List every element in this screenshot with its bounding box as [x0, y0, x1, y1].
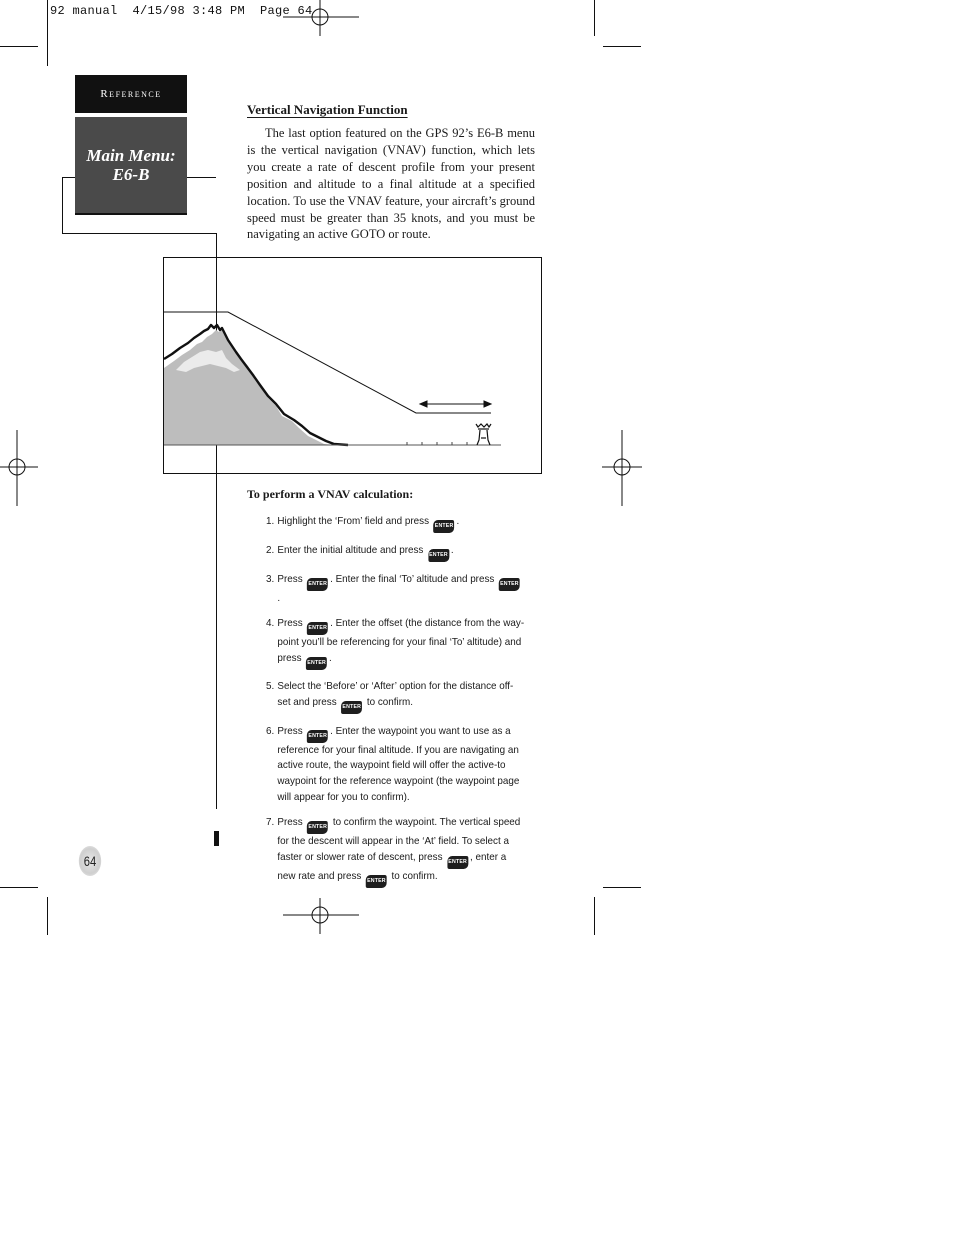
registration-mark-right — [600, 430, 642, 506]
enter-key-icon: ENTER — [366, 875, 387, 888]
enter-key-icon: ENTER — [428, 549, 449, 562]
intro-paragraph: The last option featured on the GPS 92’s E6-B menu is the vertical navigation (VNAV) function, which lets you create a rate of descent profile from your present position and altitude to a final altitude at a specified location. To use the VNAV feature, your aircraft’s ground speed must be greater than 35 knots, and you must be navigating an active GOTO or route. — [247, 126, 535, 242]
waypoint-tower-icon — [476, 424, 491, 445]
section-tab-reference: Reference — [75, 75, 187, 113]
list-item: 1. Highlight the ‘From’ field and press ENTER . — [266, 514, 524, 533]
vnav-profile-diagram — [164, 258, 541, 473]
registration-mark-top — [283, 0, 359, 40]
enter-key-icon: ENTER — [307, 578, 328, 591]
steps-title: To perform a VNAV calculation: — [247, 487, 414, 501]
enter-key-icon: ENTER — [447, 856, 468, 869]
list-item: 4. Press ENTER . Enter the offset (the distance from the way-point you’ll be referencing for your final ‘To’ altitude) and press ENTER . — [266, 616, 524, 670]
menu-title-line2: E6-B — [112, 165, 150, 184]
menu-title-line1: Main Menu: — [86, 146, 176, 165]
offset-arrow — [420, 401, 491, 407]
section-title: Vertical Navigation Function — [247, 102, 408, 117]
enter-key-icon: ENTER — [341, 701, 362, 714]
enter-key-icon: ENTER — [499, 578, 520, 591]
vnav-profile-figure — [163, 257, 542, 474]
enter-key-icon: ENTER — [306, 657, 327, 670]
print-slug: 92 manual 4/15/98 3:48 PM Page 64 — [50, 4, 313, 18]
registration-mark-left — [0, 430, 40, 506]
menu-title-tab — [75, 117, 187, 215]
registration-mark-bottom — [283, 898, 359, 938]
list-item: 5. Select the ‘Before’ or ‘After’ option for the distance off-set and press ENTER to confirm. — [266, 679, 524, 714]
steps-list — [266, 514, 524, 897]
enter-key-icon: ENTER — [307, 622, 328, 635]
list-item: 6. Press ENTER . Enter the waypoint you want to use as a reference for your final altitude. If you are navigating an active route, the waypoint field will offer the active-to waypoint for the reference waypoint (the waypoint page will appear for you to confirm). — [266, 725, 520, 803]
list-item: 7. Press ENTER to confirm the waypoint. The vertical speed for the descent will appear in the ‘At’ field. To select a faster or slower rate of descent, press ENTER , enter a new rate and press ENTER to confirm. — [266, 815, 524, 888]
terrain-mountain — [164, 329, 334, 445]
list-item: 3. Press ENTER . Enter the final ‘To’ altitude and press ENTER. — [266, 573, 519, 604]
enter-key-icon: ENTER — [307, 730, 328, 743]
page-number: 64 — [79, 846, 101, 876]
enter-key-icon: ENTER — [434, 520, 455, 533]
list-item: 2. Enter the initial altitude and press ENTER . — [266, 543, 524, 562]
enter-key-icon: ENTER — [307, 821, 328, 834]
